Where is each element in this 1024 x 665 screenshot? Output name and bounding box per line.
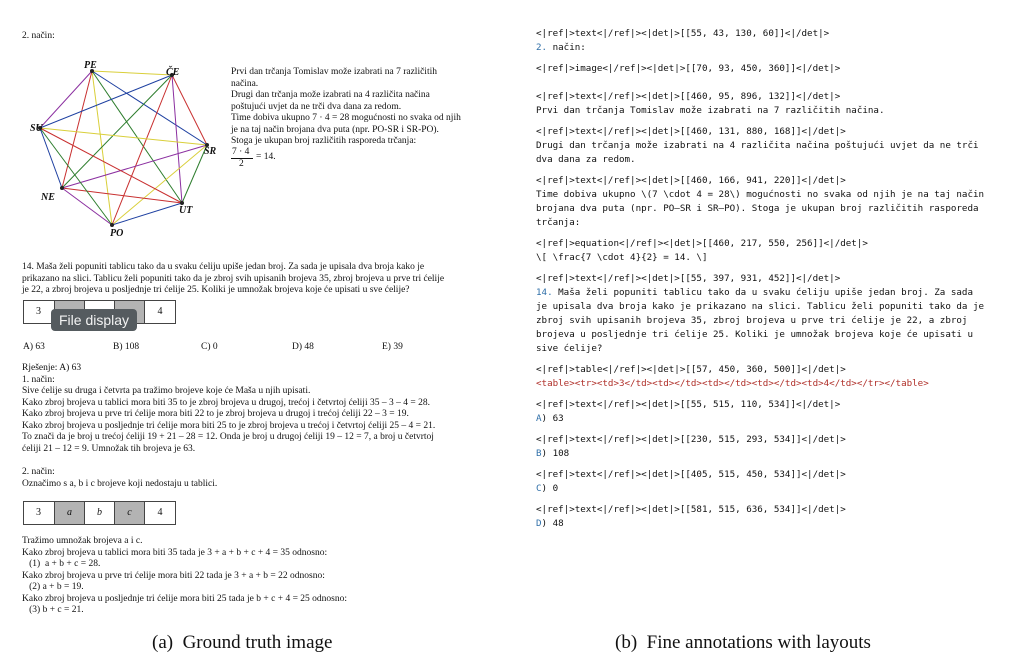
- annotation-line: D) 48: [536, 518, 564, 529]
- solution-block: [22, 363, 435, 455]
- running-schedule-graph: [22, 55, 232, 245]
- option-a: A) 63: [23, 342, 45, 352]
- graph-nodes: [38, 69, 209, 227]
- derivation-line: Kako zbroj brojeva u posljednje tri ćelije mora biti 25 tada je b + c + 4 = 25 odnosno:: [22, 593, 348, 604]
- annotation-line: A) 63: [536, 413, 564, 424]
- annotation-line: zbroj svih upisanih brojeva 35, zbroj brojeva u prve tri ćelije je 22, a zbroj: [536, 315, 968, 326]
- annotation-line: <|ref|>text<|/ref|><|det|>[[55, 43, 130, 60]]<|/det|>: [536, 28, 830, 39]
- table-cell: 4: [144, 502, 175, 524]
- question-line: 14. Maša želi popuniti tablicu tako da u svaku ćeliju upiše jedan broj. Za sada je upisala dva broja kako je: [22, 262, 425, 272]
- option-d: D) 48: [292, 342, 314, 352]
- annotation-line: 2. način:: [536, 42, 586, 53]
- method-2-block: [22, 467, 217, 490]
- annotation-line: <|ref|>table<|/ref|><|det|>[[57, 450, 360, 500]]<|/det|>: [536, 364, 846, 375]
- list-marker: C: [536, 483, 542, 494]
- solution-line: Rješenje: A) 63: [22, 363, 82, 373]
- solution-line: Kako zbroj brojeva u posljednje tri ćelije mora biti 25 to je zbroj brojeva u trećoj i četvrtoj ćeliji 25 – 4 = 21.: [22, 420, 436, 431]
- annotation-line: brojana dva puta (npr. PO–SR i SR–PO). Stoga je ukupan broj različitih rasporeda: [536, 203, 979, 214]
- caption-a: (a) Ground truth image: [152, 632, 333, 653]
- node-label-ut: UT: [179, 205, 193, 216]
- question-line: prikazano na slici. Tablicu želi popuniti tako da je zbroj svih upisanih brojeva 35, zbroj brojeva u prve tri ćelije: [22, 273, 445, 284]
- paragraph-line: Time dobiva ukupno 7 · 4 = 28 mogućnosti no svaka od njih: [231, 113, 461, 123]
- fraction-result: = 14.: [256, 152, 276, 162]
- node-label-ce: ČE: [166, 67, 180, 78]
- derivation-line: Kako zbroj brojeva u tablici mora biti 35 tada je 3 + a + b + c + 4 = 35 odnosno:: [22, 547, 328, 558]
- annotation-line: [536, 230, 1016, 237]
- table-cell: 3: [36, 507, 41, 518]
- node-label-po: PO: [110, 228, 124, 239]
- paragraph-line: poštujući uvjet da ne trči dva dana za redom.: [231, 101, 402, 112]
- annotation-line: <|ref|>text<|/ref|><|det|>[[460, 131, 880, 168]]<|/det|>: [536, 126, 846, 137]
- schedule-paragraph: [231, 67, 461, 148]
- annotation-line: <table><tr><td>3</td><td></td><td></td><td></td><td>4</td></tr></table>: [536, 378, 929, 389]
- annotation-line: <|ref|>text<|/ref|><|det|>[[55, 397, 931, 452]]<|/det|>: [536, 273, 841, 284]
- annotation-line: sive ćelije?: [536, 343, 603, 354]
- annotation-line: <|ref|>image<|/ref|><|det|>[[70, 93, 450, 360]]<|/det|>: [536, 63, 841, 74]
- left-nacin-heading: 2. način:: [22, 31, 55, 41]
- paragraph-line: Drugi dan trčanja može izabrati na 4 različita načina: [231, 90, 430, 100]
- method-line: 2. način:: [22, 467, 55, 477]
- annotation-line: [536, 167, 1016, 174]
- annotation-line: B) 108: [536, 448, 570, 459]
- annotation-line: [536, 461, 1016, 468]
- fraction-denominator: 2: [239, 159, 244, 169]
- paragraph-line: načina.: [231, 78, 259, 89]
- caption-b: (b) Fine annotations with layouts: [615, 632, 871, 653]
- table-cell-gray: c: [114, 502, 144, 524]
- final-derivation: [22, 536, 347, 617]
- node-label-su: SU: [30, 123, 43, 134]
- annotation-line: <|ref|>text<|/ref|><|det|>[[460, 95, 896, 132]]<|/det|>: [536, 91, 841, 102]
- annotation-line: <|ref|>text<|/ref|><|det|>[[230, 515, 293, 534]]<|/det|>: [536, 434, 846, 445]
- solution-line: 1. način:: [22, 374, 55, 385]
- table-cell: 3: [36, 306, 41, 317]
- derivation-line: (1) a + b + c = 28.: [22, 559, 101, 569]
- list-marker: B: [536, 448, 542, 459]
- solution-line: Kako zbroj brojeva u tablici mora biti 35 to je zbroj brojeva u drugoj, trećoj i četvrtoj ćeliji 35 – 3 – 4 = 28.: [22, 397, 430, 408]
- paragraph-line: Stoga je ukupan broj različitih rasporeda trčanja:: [231, 136, 417, 146]
- fraction-numerator: 7 · 4: [232, 147, 250, 157]
- annotation-line: [536, 391, 1016, 398]
- question-line: je 22, a zbroj brojeva u posljednje tri ćelije 25. Koliki je umnožak brojeva koje će upisati u sve ćelije?: [22, 285, 410, 295]
- option-b: B) 108: [113, 342, 140, 352]
- annotation-line: [536, 118, 1016, 125]
- annotation-line: [536, 356, 1016, 363]
- annotation-line: \[ \frac{7 \cdot 4}{2} = 14. \]: [536, 252, 708, 263]
- annotation-line: brojeva u posljednje tri ćelije 25. Koliki je umnožak brojeva koje će upisati u: [536, 329, 973, 340]
- annotation-line: je upisala dva broja kako je prikazano na slici. Tablicu želi popuniti tako da je: [536, 301, 985, 312]
- annotation-listing: [536, 27, 1016, 531]
- annotation-line: Time dobiva ukupno \(7 \cdot 4 = 28\) mogućnosti no svaka od njih je na taj način: [536, 189, 985, 200]
- method-line: Označimo s a, b i c brojeve koji nedostaju u tablici.: [22, 478, 218, 489]
- node-label-ne: NE: [41, 192, 55, 203]
- question-14: [22, 262, 444, 297]
- derivation-line: (2) a + b = 19.: [22, 582, 84, 592]
- annotation-line: C) 0: [536, 483, 559, 494]
- node-label-pe: PE: [84, 60, 97, 71]
- annotation-line: trčanja:: [536, 217, 581, 228]
- annotation-line: [536, 265, 1016, 272]
- annotation-line: [536, 76, 1016, 83]
- fraction-equation: [231, 147, 301, 173]
- annotation-line: Prvi dan trčanja Tomislav može izabrati na 7 različitih načina.: [536, 105, 885, 116]
- annotation-line: [536, 55, 1016, 62]
- solution-line: To znači da je broj u trećoj ćeliji 19 + 21 – 28 = 12. Onda je broj u drugoj ćeliji 19 – 12 = 7, a broj u četvrtoj: [22, 432, 434, 442]
- number-table-2: [23, 501, 176, 525]
- list-marker: D: [536, 518, 542, 529]
- table-cell: b: [84, 502, 114, 524]
- table-cell: 4: [144, 301, 175, 323]
- solution-line: Kako zbroj brojeva u prve tri ćelije mora biti 22 to je zbroj brojeva u drugoj i trećoj ćeliji 22 – 3 = 19.: [22, 409, 409, 419]
- annotation-line: 14. Maša želi popuniti tablicu tako da u svaku ćeliju upiše jedan broj. Za sada: [536, 287, 973, 298]
- derivation-line: Tražimo umnožak brojeva a i c.: [22, 536, 143, 546]
- annotation-line: [536, 496, 1016, 503]
- option-c: C) 0: [201, 342, 218, 352]
- list-marker: 14.: [536, 287, 553, 298]
- annotation-line: <|ref|>equation<|/ref|><|det|>[[460, 217, 550, 256]]<|/det|>: [536, 238, 868, 249]
- option-e: E) 39: [382, 342, 403, 352]
- derivation-line: (3) b + c = 21.: [22, 605, 84, 615]
- table-cell-gray: a: [54, 502, 84, 524]
- annotation-line: <|ref|>text<|/ref|><|det|>[[55, 515, 110, 534]]<|/det|>: [536, 399, 841, 410]
- list-marker: 2.: [536, 42, 548, 53]
- annotation-line: [536, 426, 1016, 433]
- file-display-tooltip: File display: [51, 309, 137, 331]
- annotation-line: Drugi dan trčanja može izabrati na 4 različita načina poštujući uvjet da ne trči: [536, 140, 979, 151]
- annotation-line: <|ref|>text<|/ref|><|det|>[[460, 166, 941, 220]]<|/det|>: [536, 175, 846, 186]
- node-label-sr: SR: [204, 146, 217, 157]
- list-marker: A: [536, 413, 542, 424]
- solution-line: ćeliji 21 – 12 = 9. Umnožak tih brojeva je 63.: [22, 443, 196, 454]
- derivation-line: Kako zbroj brojeva u prve tri ćelije mora biti 22 tada je 3 + a + b = 22 odnosno:: [22, 570, 325, 581]
- annotation-line: dva dana za redom.: [536, 154, 636, 165]
- annotation-line: <|ref|>text<|/ref|><|det|>[[405, 515, 450, 534]]<|/det|>: [536, 469, 846, 480]
- paragraph-line: Prvi dan trčanja Tomislav može izabrati na 7 različitih: [231, 67, 437, 77]
- solution-line: Sive ćelije su druga i četvrta pa tražimo brojeve koje će Maša u njih upisati.: [22, 386, 311, 396]
- paragraph-line: je na taj način brojana dva puta (npr. PO-SR i SR-PO).: [231, 124, 439, 135]
- annotation-line: [536, 83, 1016, 90]
- annotation-line: <|ref|>text<|/ref|><|det|>[[581, 515, 636, 534]]<|/det|>: [536, 504, 846, 515]
